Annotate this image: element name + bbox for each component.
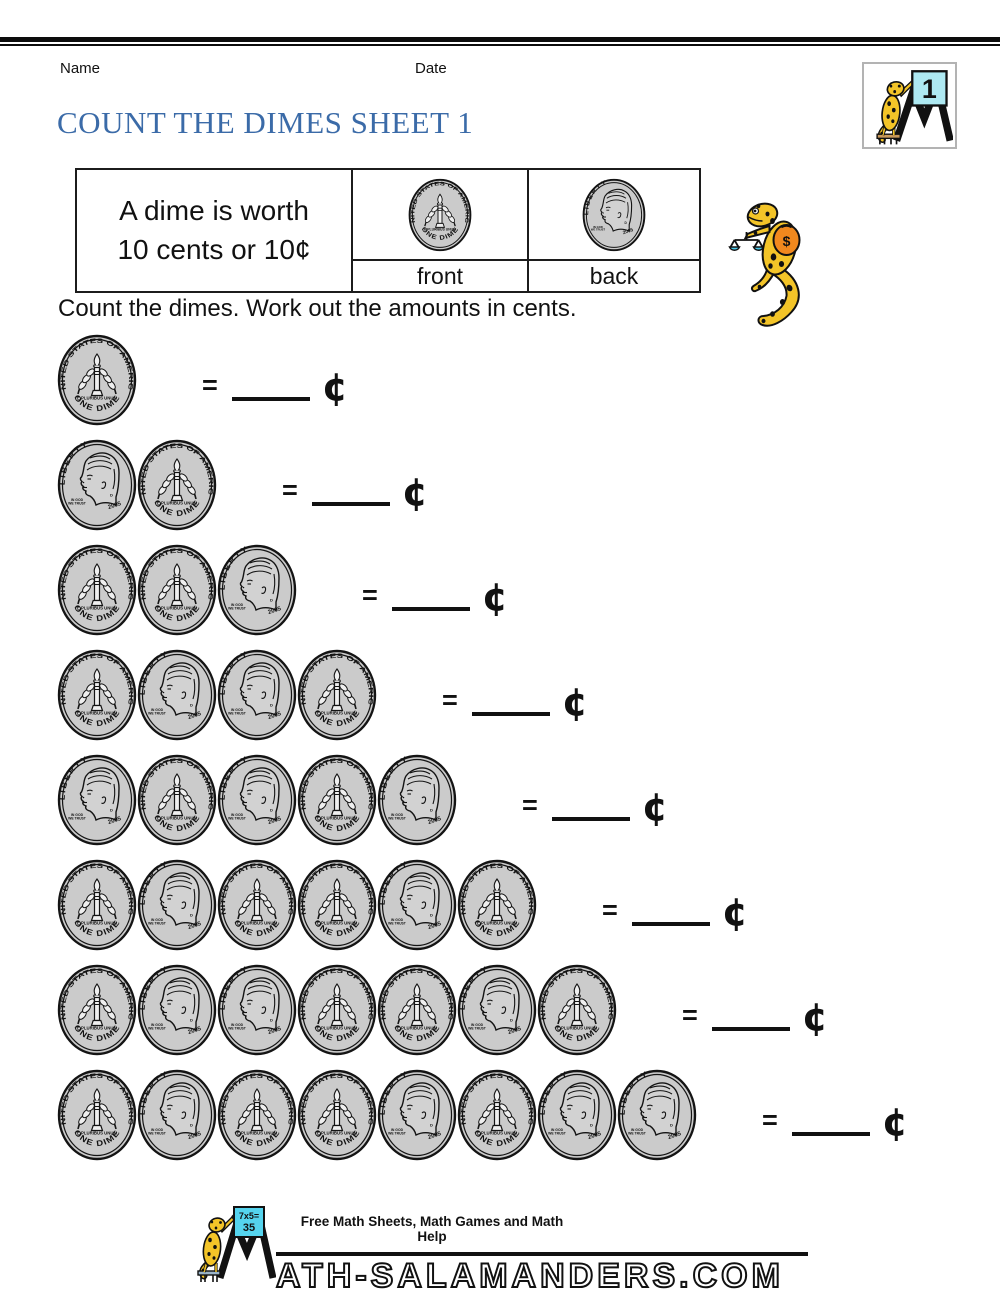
cent-sign: ¢: [561, 679, 589, 724]
footer-text-column: [276, 1202, 808, 1293]
dime-coin-front: [296, 859, 378, 951]
front-label: front: [351, 259, 527, 291]
cent-sign: ¢: [641, 784, 669, 829]
dime-coin-back: [56, 439, 138, 531]
equals-sign: =: [362, 580, 378, 611]
cent-sign: ¢: [801, 994, 829, 1039]
dollar-sign: $: [782, 233, 791, 249]
cent-sign: ¢: [401, 469, 429, 514]
footer-site-text: ATH-SALAMANDERS.COM: [276, 1257, 784, 1295]
dime-coin-back: [376, 859, 458, 951]
dime-coin-front: [56, 334, 138, 426]
dime-coin-back: [536, 1069, 618, 1161]
dime-coin-back: [136, 859, 218, 951]
equals-sign: =: [522, 790, 538, 821]
salamander-mascot: [726, 190, 838, 340]
answer-group-1: [202, 364, 349, 409]
footer-board-line2: 35: [242, 1222, 256, 1234]
dime-coin-front: [296, 754, 378, 846]
dime-coin-back: [56, 754, 138, 846]
equals-sign: =: [442, 685, 458, 716]
dime-back-image: [582, 174, 646, 256]
equals-sign: =: [602, 895, 618, 926]
corner-logo-graphic: [866, 66, 953, 145]
dime-coin-back: [136, 964, 218, 1056]
dime-coin-front: [56, 649, 138, 741]
date-label: Date: [415, 60, 447, 77]
dime-row-8: [56, 1069, 996, 1161]
dime-coin-front: [296, 1069, 378, 1161]
dime-front-cell: [351, 170, 527, 259]
cent-sign: ¢: [721, 889, 749, 934]
corner-logo-number: 1: [921, 74, 937, 105]
answer-group-5: [522, 784, 669, 829]
answer-group-7: [682, 994, 829, 1039]
equals-sign: =: [682, 1000, 698, 1031]
equals-sign: =: [762, 1105, 778, 1136]
cent-sign: ¢: [481, 574, 509, 619]
dime-coin-back: [616, 1069, 698, 1161]
dime-coin-back: [216, 544, 298, 636]
answer-group-6: [602, 889, 749, 934]
dime-coin-front: [456, 859, 538, 951]
answer-blank: [792, 1132, 870, 1136]
answer-group-8: [762, 1099, 909, 1144]
answer-blank: [232, 397, 310, 401]
dime-coin-front: [136, 754, 218, 846]
dime-row-1: [56, 334, 996, 426]
answer-group-2: [282, 469, 429, 514]
statement-line-1: A dime is worth: [119, 194, 309, 226]
dime-coin-front: [136, 544, 218, 636]
dime-coin-front: [296, 649, 378, 741]
answer-blank: [632, 922, 710, 926]
dime-coin-back: [216, 964, 298, 1056]
dime-coin-front: [296, 964, 378, 1056]
dime-coin-front: [216, 1069, 298, 1161]
name-label: Name: [60, 60, 101, 77]
dime-coin-front: [56, 859, 138, 951]
dime-info-table: [75, 168, 701, 293]
instruction-text: Count the dimes. Work out the amounts in cents.: [58, 295, 577, 322]
answer-blank: [312, 502, 390, 506]
dime-coin-back: [376, 1069, 458, 1161]
equals-sign: =: [282, 475, 298, 506]
dime-statement: [77, 170, 351, 291]
answer-group-3: [362, 574, 509, 619]
footer-divider-rule: [276, 1252, 808, 1256]
answer-group-4: [442, 679, 589, 724]
answer-blank: [712, 1027, 790, 1031]
back-label: back: [527, 259, 699, 291]
cent-sign: ¢: [321, 364, 349, 409]
salamander-with-scale-icon: [726, 190, 838, 340]
corner-logo: [862, 62, 957, 149]
dime-coin-front: [56, 1069, 138, 1161]
header-divider-rule: [0, 37, 1000, 46]
dime-rows: [56, 334, 996, 1174]
dime-coin-front: [136, 439, 218, 531]
equals-sign: =: [202, 370, 218, 401]
footer-board-line1: 7x5=: [238, 1211, 260, 1221]
answer-blank: [392, 607, 470, 611]
statement-line-2: 10 cents or 10¢: [117, 233, 311, 265]
page-title: COUNT THE DIMES SHEET 1: [57, 105, 474, 140]
dime-row-4: [56, 649, 996, 741]
dime-coin-front: [216, 859, 298, 951]
dime-coin-back: [216, 754, 298, 846]
dime-coin-back: [216, 649, 298, 741]
dime-row-3: [56, 544, 996, 636]
cent-sign: ¢: [881, 1099, 909, 1144]
footer: [0, 1202, 1000, 1293]
dime-coin-back: [136, 1069, 218, 1161]
answer-blank: [552, 817, 630, 821]
dime-coin-front: [56, 544, 138, 636]
dime-row-5: [56, 754, 996, 846]
dime-row-6: [56, 859, 996, 951]
dime-row-7: [56, 964, 996, 1056]
footer-logo-graphic: [192, 1204, 276, 1286]
footer-logo: [192, 1204, 276, 1286]
dime-row-2: [56, 439, 996, 531]
dime-coin-back: [456, 964, 538, 1056]
dime-coin-front: [456, 1069, 538, 1161]
dime-coin-back: [136, 649, 218, 741]
dime-front-image: [408, 174, 472, 256]
dime-coin-front: [536, 964, 618, 1056]
footer-tagline: Free Math Sheets, Math Games and Math Help: [300, 1214, 564, 1244]
dime-coin-front: [376, 964, 458, 1056]
dime-coin-front: [56, 964, 138, 1056]
dime-coin-back: [376, 754, 458, 846]
answer-blank: [472, 712, 550, 716]
dime-back-cell: [527, 170, 699, 259]
